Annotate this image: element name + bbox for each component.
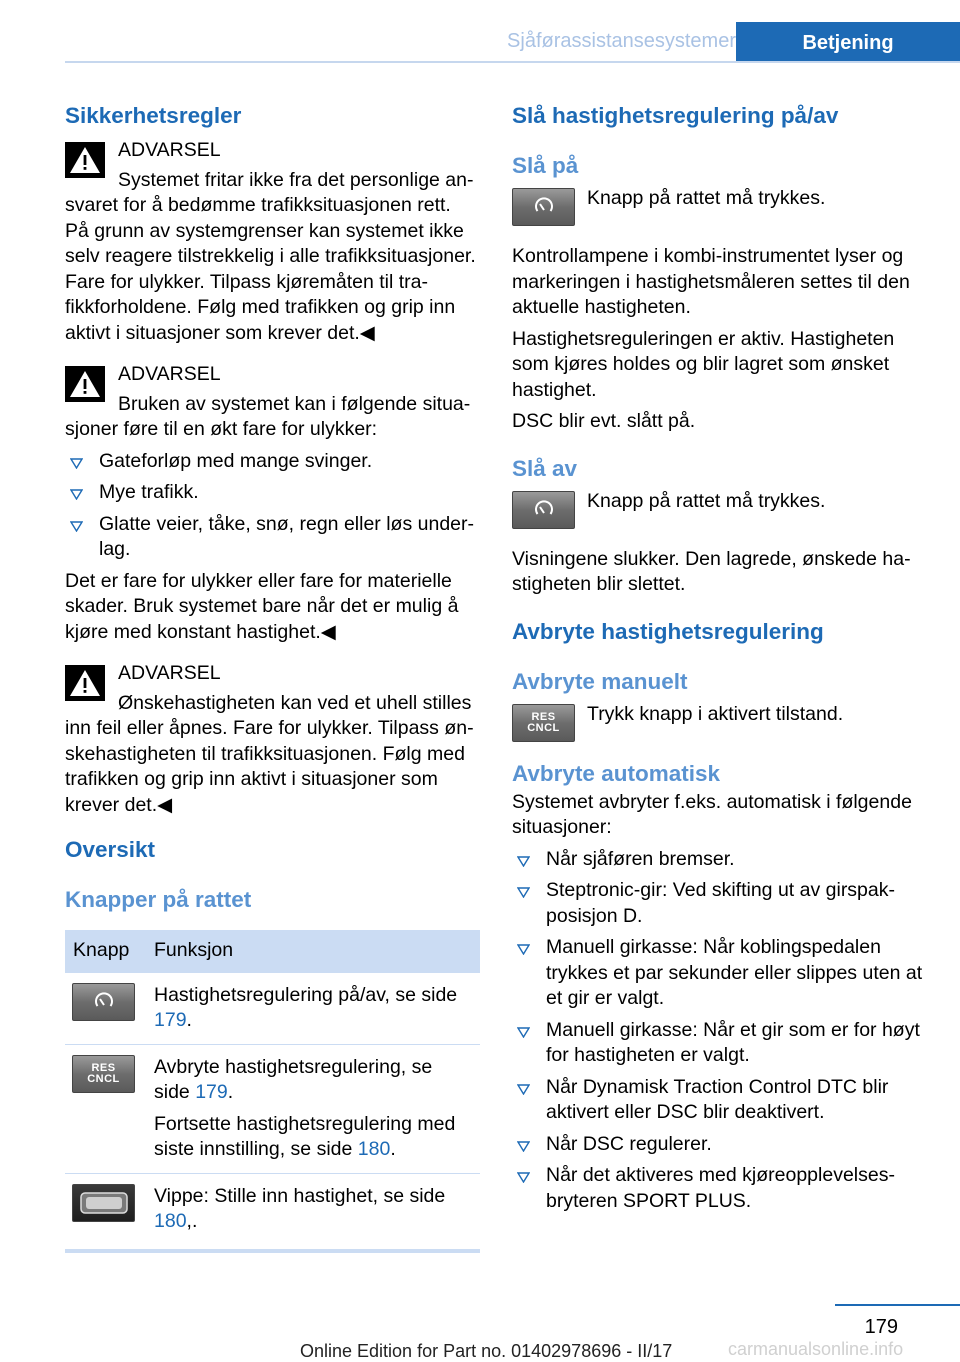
list-item <box>512 1163 926 1214</box>
off-paragraph: Visningene slukker. Den lagrede, ønskede hastigheten blir slettet. <box>512 547 911 595</box>
auto-heading: Avbryte automatisk <box>512 760 720 786</box>
function-text: Vippe: Stille inn hastighet, se side <box>154 1184 446 1207</box>
warning-block-3 <box>65 661 479 818</box>
footer-rule <box>835 1304 960 1306</box>
list-item <box>512 878 926 929</box>
triangle-bullet-icon <box>517 1172 530 1183</box>
res-label: RES <box>531 710 556 723</box>
table-cell-icon <box>65 1173 146 1251</box>
warning-text: Bruken av systemet kan i følgende situasjoner føre til en økt fare for ulykker: <box>65 392 471 440</box>
overview-heading: Oversikt <box>65 837 156 862</box>
warning-label: ADVARSEL <box>118 139 221 161</box>
on-heading: Slå på <box>512 153 579 178</box>
page-number: 179 <box>864 1316 898 1338</box>
table-cell-icon <box>65 1044 146 1173</box>
list-item-text: Når det aktiveres med kjøreopplevelsesbryteren SPORT PLUS. <box>546 1164 895 1212</box>
triangle-bullet-icon <box>517 1027 530 1038</box>
list-item <box>65 449 479 475</box>
list-item-text: Gateforløp med mange svinger. <box>99 449 373 472</box>
table-row <box>65 1044 480 1173</box>
header-tab <box>736 22 960 63</box>
edition-footer: Online Edition for Part no. 01402978696 - II/17 <box>300 1341 673 1361</box>
right-column <box>512 100 926 1220</box>
triangle-bullet-icon <box>70 521 83 532</box>
list-item <box>65 480 479 506</box>
header-rule <box>65 61 960 63</box>
table-header-button: Knapp <box>65 930 146 973</box>
table-header-row <box>65 930 480 973</box>
on-paragraph-2: Hastighetsreguleringen er aktiv. Hastigheten som kjøres holdes og blir lagret som ønsket hastighet. <box>512 327 895 401</box>
list-item-text: Når sjåføren bremser. <box>546 847 735 870</box>
page-link[interactable]: 179 <box>195 1081 228 1103</box>
list-item-text: Mye trafikk. <box>99 481 199 503</box>
buttons-heading: Knapper på rattet <box>65 887 252 912</box>
triangle-bullet-icon <box>70 489 83 500</box>
res-cncl-button-icon <box>72 1055 135 1093</box>
table-row <box>65 973 480 1045</box>
triangle-bullet-icon <box>517 1141 530 1152</box>
cruise-control-button-icon <box>512 188 575 226</box>
on-button-text: Knapp på rattet må trykkes. <box>587 187 826 209</box>
warning-icon <box>65 142 105 178</box>
list-item <box>512 935 926 1012</box>
function-text: Fortsette hastighetsregulering med siste innstilling, se side <box>154 1112 456 1160</box>
table-cell-function <box>146 973 480 1045</box>
header-tab-label: Betjening <box>802 32 894 54</box>
warning-icon <box>65 366 105 402</box>
page-link[interactable]: 179 <box>154 1009 187 1031</box>
triangle-bullet-icon <box>517 856 530 867</box>
manual-button-row <box>512 702 926 746</box>
manual-button-text: Trykk knapp i aktivert tilstand. <box>587 702 844 725</box>
header-section-title: Sjåførassistansesystemer <box>507 30 736 52</box>
auto-intro: Systemet avbryter f.eks. automatisk i følgende situasjoner: <box>512 790 912 838</box>
warning-label: ADVARSEL <box>118 662 221 684</box>
list-item-text: Når DSC regulerer. <box>546 1132 712 1155</box>
function-text-end: . <box>390 1138 396 1160</box>
rocker-switch-icon <box>72 1184 135 1222</box>
left-column <box>65 100 479 1253</box>
on-paragraph-1: Kontrollampene i kombi-instrumentet lyser og markeringen i hastighetsmåleren settes til den aktuelle hastigheten. <box>512 245 910 318</box>
function-text-end: ,. <box>186 1210 198 1232</box>
cruise-control-button-icon <box>72 983 135 1021</box>
res-label: RES <box>91 1061 116 1074</box>
list-item-text: Glatte veier, tåke, snø, regn eller løs underlag. <box>99 512 475 560</box>
toggle-heading: Slå hastighetsregulering på/av <box>512 103 839 128</box>
function-text: Avbryte hastighetsregulering, se side <box>154 1055 433 1103</box>
cruise-control-button-icon <box>512 491 575 529</box>
warning-label: ADVARSEL <box>118 363 221 385</box>
cncl-label: CNCL <box>527 721 560 734</box>
res-cncl-button-icon <box>512 704 575 742</box>
warning-text: Ønskehastigheten kan ved et uhell stilles inn feil eller åpnes. Fare for ulykker. Tilpass ønskehastigheten til trafikksituasjonen. Følg med trafikken og grip inn aktivt i situasjoner som krever det.◀ <box>65 691 474 816</box>
table-header-function: Funksjon <box>146 930 480 973</box>
function-text-end: . <box>227 1081 234 1103</box>
on-button-row <box>512 186 926 230</box>
table-cell-function <box>146 1173 480 1251</box>
page-link[interactable]: 180 <box>154 1210 187 1232</box>
off-button-text: Knapp på rattet må trykkes. <box>587 489 826 512</box>
function-text: Hastighetsregulering på/av, se side <box>154 983 458 1006</box>
cancel-heading: Avbryte hastighetsregulering <box>512 618 824 644</box>
triangle-bullet-icon <box>517 944 530 955</box>
steering-buttons-table <box>65 930 480 1253</box>
triangle-bullet-icon <box>70 458 83 469</box>
table-row <box>65 1173 480 1251</box>
list-item <box>512 1132 926 1158</box>
warning-continuation: Det er fare for ulykker eller fare for materielle skader. Bruk systemet bare når det er mulig å kjøre med konstant hastighet.◀ <box>65 569 459 643</box>
warning-icon <box>65 665 105 701</box>
on-paragraph-3: DSC blir evt. slått på. <box>512 410 696 432</box>
table-cell-icon <box>65 973 146 1045</box>
warning-block-1 <box>65 138 479 346</box>
list-item <box>512 847 926 873</box>
triangle-bullet-icon <box>517 1084 530 1095</box>
warning-text: Systemet fritar ikke fra det personlige ansvaret for å bedømme trafikksituasjonen rett. På grunn av systemgrenser kan systemet ikke selv reagere tilstrekkelig i alle trafikksituasjoner. Fare for ulykker. Tilpass kjøremåten til trafikkforholdene. Følg med trafikken og grip inn aktivt i situasjoner som krever det.◀ <box>65 168 476 344</box>
list-item-text: Manuell girkasse: Når et gir som er for høyt for hastigheten er valgt. <box>546 1018 920 1066</box>
table-cell-function <box>146 1044 480 1173</box>
warning-block-2 <box>65 362 479 443</box>
auto-cancel-list <box>512 847 926 1215</box>
watermark: carmanualsonline.info <box>728 1339 904 1359</box>
manual-heading: Avbryte manuelt <box>512 668 688 694</box>
list-item <box>512 1075 926 1126</box>
list-item <box>512 1018 926 1069</box>
risk-list <box>65 449 479 563</box>
off-button-row <box>512 489 926 533</box>
off-heading: Slå av <box>512 455 578 481</box>
triangle-bullet-icon <box>517 887 530 898</box>
list-item-text: Manuell girkasse: Når koblingspedalen trykkes et par sekunder eller slippes uten at et gir er valgt. <box>546 936 923 1009</box>
page-link[interactable]: 180 <box>357 1138 391 1160</box>
list-item-text: Når Dynamisk Traction Control DTC blir aktivert eller DSC blir deaktivert. <box>546 1075 889 1123</box>
list-item <box>65 512 479 563</box>
cncl-label: CNCL <box>87 1072 120 1085</box>
safety-heading: Sikkerhetsregler <box>65 103 242 128</box>
function-text-end: . <box>186 1009 192 1031</box>
list-item-text: Steptronic-gir: Ved skifting ut av girspakposisjon D. <box>546 879 895 927</box>
